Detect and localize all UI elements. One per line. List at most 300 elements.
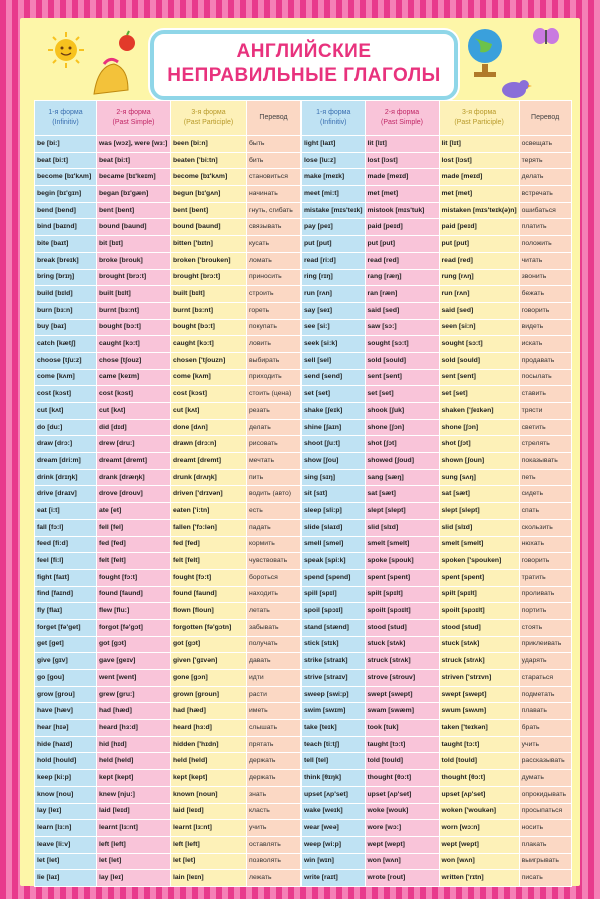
verb-past-participle: slept [slept]: [439, 503, 519, 520]
verb-translation: летать: [247, 603, 301, 620]
verb-infinitive: choose [tʃu:z]: [35, 352, 97, 369]
verb-translation: говорить: [519, 302, 571, 319]
table-row: [302, 720, 572, 737]
verb-translation: думать: [519, 770, 571, 787]
table-row: [302, 670, 572, 687]
bird-icon: [496, 76, 532, 102]
header-row: [302, 101, 572, 136]
table-row: [35, 586, 301, 603]
verb-translation: выбирать: [247, 352, 301, 369]
table-row: [302, 836, 572, 853]
table-row: [302, 636, 572, 653]
verb-translation: лежать: [247, 870, 301, 887]
verb-infinitive: strike [straɪk]: [302, 653, 366, 670]
verb-past-participle: shaken ['ʃeɪkən]: [439, 403, 519, 420]
verb-past-participle: seen [si:n]: [439, 319, 519, 336]
verb-past-simple: slept [slept]: [365, 503, 439, 520]
table-row: [35, 336, 301, 353]
verb-infinitive: shoot [ʃu:t]: [302, 436, 366, 453]
verb-past-simple: learnt [lɜ:nt]: [97, 820, 171, 837]
header-form3: 3-я форма (Past Participle): [439, 101, 519, 136]
verb-past-simple: gave [geɪv]: [97, 653, 171, 670]
table-row: [35, 486, 301, 503]
verb-past-participle: rung [rʌŋ]: [439, 269, 519, 286]
verb-translation: расти: [247, 686, 301, 703]
verb-past-simple: was [wɔz], were [wɜ:]: [97, 136, 171, 153]
verb-past-simple: put [put]: [365, 236, 439, 253]
verb-past-participle: fought [fɔ:t]: [171, 569, 247, 586]
verb-translation: учить: [247, 820, 301, 837]
verb-infinitive: think [θɪŋk]: [302, 770, 366, 787]
verb-translation: просыпаться: [519, 803, 571, 820]
header-form1: 1-я форма (Infinitiv): [35, 101, 97, 136]
table-row: [302, 736, 572, 753]
verb-infinitive: smell [smel]: [302, 536, 366, 553]
verb-translation: встречать: [519, 186, 571, 203]
table-row: [35, 553, 301, 570]
verb-translation: видеть: [519, 319, 571, 336]
verb-past-participle: made [meɪd]: [439, 169, 519, 186]
bell-icon: [84, 56, 134, 100]
verb-past-simple: lost [lɔst]: [365, 152, 439, 169]
verb-past-participle: kept [kept]: [171, 770, 247, 787]
table-row: [302, 319, 572, 336]
verb-past-participle: laid [leɪd]: [171, 803, 247, 820]
table-row: [302, 820, 572, 837]
verb-infinitive: let [let]: [35, 853, 97, 870]
verb-translation: плакать: [519, 836, 571, 853]
verb-translation: водить (авто): [247, 486, 301, 503]
verb-infinitive: learn [lɜ:n]: [35, 820, 97, 837]
verb-translation: искать: [519, 336, 571, 353]
verb-past-simple: came [keɪm]: [97, 369, 171, 386]
verb-past-simple: built [bɪlt]: [97, 286, 171, 303]
verb-translation: стоять: [519, 619, 571, 636]
verb-translation: связывать: [247, 219, 301, 236]
verb-infinitive: spend [spend]: [302, 569, 366, 586]
verb-infinitive: grow [grou]: [35, 686, 97, 703]
verb-past-simple: heard [hɜ:d]: [97, 720, 171, 737]
verb-infinitive: see [si:]: [302, 319, 366, 336]
verb-past-simple: won [wʌn]: [365, 853, 439, 870]
verb-translation: ломать: [247, 252, 301, 269]
table-row: [302, 453, 572, 470]
verb-translation: знать: [247, 786, 301, 803]
title-line-1: АНГЛИЙСКИЕ: [236, 41, 372, 62]
header-translation: Перевод: [247, 101, 301, 136]
table-row: [35, 703, 301, 720]
verb-past-simple: flew [flu:]: [97, 603, 171, 620]
verb-past-simple: cost [kɔst]: [97, 386, 171, 403]
verb-infinitive: take [teɪk]: [302, 720, 366, 737]
table-row: [35, 519, 301, 536]
verb-infinitive: fight [faɪt]: [35, 569, 97, 586]
verb-infinitive: drive [draɪv]: [35, 486, 97, 503]
verb-past-participle: swept [swept]: [439, 686, 519, 703]
verb-translation: положить: [519, 236, 571, 253]
verb-past-simple: sought [sɔ:t]: [365, 336, 439, 353]
verb-translation: посылать: [519, 369, 571, 386]
table-row: [302, 586, 572, 603]
verb-past-simple: became [bɪ'keɪm]: [97, 169, 171, 186]
verb-infinitive: go [gou]: [35, 670, 97, 687]
verb-translation: говорить: [519, 553, 571, 570]
table-row: [35, 853, 301, 870]
verb-past-participle: begun [bɪ'gʌn]: [171, 186, 247, 203]
verb-past-participle: spilt [spɪlt]: [439, 586, 519, 603]
verb-past-simple: ate [et]: [97, 503, 171, 520]
verb-past-participle: driven ['drɪvən]: [171, 486, 247, 503]
verb-past-participle: said [sed]: [439, 302, 519, 319]
verb-infinitive: come [kʌm]: [35, 369, 97, 386]
verb-translation: писать: [519, 870, 571, 887]
verb-past-participle: sent [sent]: [439, 369, 519, 386]
table-row: [35, 269, 301, 286]
verb-infinitive: lay [leɪ]: [35, 803, 97, 820]
table-row: [35, 369, 301, 386]
verb-past-participle: chosen ['tʃouzn]: [171, 352, 247, 369]
header-form2: 2-я форма (Past Simple): [97, 101, 171, 136]
verb-past-participle: held [held]: [171, 753, 247, 770]
verb-past-simple: drove [drouv]: [97, 486, 171, 503]
verb-translation: трясти: [519, 403, 571, 420]
table-row: [35, 252, 301, 269]
verb-translation: портить: [519, 603, 571, 620]
verb-translation: приносить: [247, 269, 301, 286]
verb-past-simple: shot [ʃɔt]: [365, 436, 439, 453]
verb-past-participle: given ['gɪvən]: [171, 653, 247, 670]
verb-translation: светить: [519, 419, 571, 436]
verb-translation: петь: [519, 469, 571, 486]
verb-past-simple: shook [ʃuk]: [365, 403, 439, 420]
table-row: [302, 770, 572, 787]
verb-past-simple: drew [dru:]: [97, 436, 171, 453]
verb-past-simple: paid [peɪd]: [365, 219, 439, 236]
verb-infinitive: spoil [spɔɪl]: [302, 603, 366, 620]
verb-past-simple: forgot [fə'gɔt]: [97, 619, 171, 636]
verb-translation: приходить: [247, 369, 301, 386]
verb-past-simple: read [red]: [365, 252, 439, 269]
verb-past-participle: gone [gɔn]: [171, 670, 247, 687]
verb-translation: показывать: [519, 453, 571, 470]
verb-past-participle: eaten ['i:tn]: [171, 503, 247, 520]
verb-past-participle: become [bɪ'kʌm]: [171, 169, 247, 186]
verb-translation: строить: [247, 286, 301, 303]
verb-translation: освещать: [519, 136, 571, 153]
verb-past-simple: kept [kept]: [97, 770, 171, 787]
verb-past-simple: beat [bi:t]: [97, 152, 171, 169]
verb-past-participle: shone [ʃɔn]: [439, 419, 519, 436]
table-row: [35, 670, 301, 687]
verb-infinitive: speak [spi:k]: [302, 553, 366, 570]
title-line-2: НЕПРАВИЛЬНЫЕ ГЛАГОЛЫ: [167, 65, 441, 86]
table-row: [302, 503, 572, 520]
verb-translation: чувствовать: [247, 553, 301, 570]
verb-past-simple: ran [ræn]: [365, 286, 439, 303]
table-row: [35, 419, 301, 436]
verb-translation: носить: [519, 820, 571, 837]
verb-translation: делать: [519, 169, 571, 186]
verb-past-simple: sent [sent]: [365, 369, 439, 386]
table-row: [302, 703, 572, 720]
verb-translation: продавать: [519, 352, 571, 369]
verb-past-simple: let [let]: [97, 853, 171, 870]
verb-infinitive: cut [kʌt]: [35, 403, 97, 420]
table-row: [35, 753, 301, 770]
table-row: [35, 352, 301, 369]
verb-past-simple: bit [bɪt]: [97, 236, 171, 253]
verb-past-participle: shown [ʃoun]: [439, 453, 519, 470]
verb-translation: иметь: [247, 703, 301, 720]
verb-translation: нюхать: [519, 536, 571, 553]
verb-past-simple: swam [swæm]: [365, 703, 439, 720]
verb-infinitive: stick [stɪk]: [302, 636, 366, 653]
verb-past-simple: spoilt [spɔɪlt]: [365, 603, 439, 620]
verb-past-simple: slid [slɪd]: [365, 519, 439, 536]
table-row: [35, 403, 301, 420]
table-row: [35, 619, 301, 636]
verb-translation: рассказывать: [519, 753, 571, 770]
verb-infinitive: seek [si:k]: [302, 336, 366, 353]
verb-past-participle: broken ['brouken]: [171, 252, 247, 269]
verb-infinitive: upset [ʌp'set]: [302, 786, 366, 803]
verb-translation: приклеивать: [519, 636, 571, 653]
verb-past-participle: fallen ['fɔ:lən]: [171, 519, 247, 536]
verb-translation: стараться: [519, 670, 571, 687]
verb-past-participle: lost [lɔst]: [439, 152, 519, 169]
verb-translation: идти: [247, 670, 301, 687]
verb-translation: стоить (цена): [247, 386, 301, 403]
verb-translation: прятать: [247, 736, 301, 753]
table-row: [35, 536, 301, 553]
table-row: [302, 169, 572, 186]
verb-past-simple: bound [baund]: [97, 219, 171, 236]
verb-past-simple: taught [tɔ:t]: [365, 736, 439, 753]
verb-past-participle: striven ['strɪvn]: [439, 670, 519, 687]
verb-infinitive: spill [spɪl]: [302, 586, 366, 603]
table-row: [35, 136, 301, 153]
verb-infinitive: slide [slaɪd]: [302, 519, 366, 536]
verb-past-participle: won [wʌn]: [439, 853, 519, 870]
verb-past-simple: saw [sɔ:]: [365, 319, 439, 336]
verb-translation: рисовать: [247, 436, 301, 453]
verb-translation: класть: [247, 803, 301, 820]
verb-past-participle: drunk [drʌŋk]: [171, 469, 247, 486]
verb-translation: держать: [247, 770, 301, 787]
verb-translation: быть: [247, 136, 301, 153]
verb-infinitive: become [bɪ'kʌm]: [35, 169, 97, 186]
table-row: [35, 736, 301, 753]
verb-infinitive: teach [ti:tʃ]: [302, 736, 366, 753]
verb-past-participle: built [bɪlt]: [171, 286, 247, 303]
verb-past-participle: thought [θɔ:t]: [439, 770, 519, 787]
table-row: [302, 236, 572, 253]
verb-past-simple: thought [θɔ:t]: [365, 770, 439, 787]
verb-past-simple: drank [dræŋk]: [97, 469, 171, 486]
verb-infinitive: keep [ki:p]: [35, 770, 97, 787]
verb-past-simple: took [tuk]: [365, 720, 439, 737]
verb-infinitive: begin [bɪ'gɪn]: [35, 186, 97, 203]
verb-past-simple: felt [felt]: [97, 553, 171, 570]
verb-infinitive: draw [drɔ:]: [35, 436, 97, 453]
verb-translation: кусать: [247, 236, 301, 253]
verb-past-simple: set [set]: [365, 386, 439, 403]
header-row: [35, 101, 301, 136]
verb-past-simple: found [faund]: [97, 586, 171, 603]
verb-past-simple: shone [ʃɔn]: [365, 419, 439, 436]
table-row: [302, 536, 572, 553]
table-row: [302, 469, 572, 486]
verb-past-simple: lay [leɪ]: [97, 870, 171, 887]
verb-infinitive: be [bi:]: [35, 136, 97, 153]
table-row: [35, 286, 301, 303]
verb-translation: тратить: [519, 569, 571, 586]
verb-past-participle: spoilt [spɔɪlt]: [439, 603, 519, 620]
verb-past-simple: did [dɪd]: [97, 419, 171, 436]
verb-past-simple: held [held]: [97, 753, 171, 770]
verb-translation: ловить: [247, 336, 301, 353]
verb-infinitive: feel [fi:l]: [35, 553, 97, 570]
verb-translation: подметать: [519, 686, 571, 703]
verb-past-participle: caught [kɔ:t]: [171, 336, 247, 353]
verb-translation: учить: [519, 736, 571, 753]
verb-infinitive: sing [sɪŋ]: [302, 469, 366, 486]
table-row: [35, 636, 301, 653]
verb-infinitive: ring [rɪŋ]: [302, 269, 366, 286]
verb-past-simple: chose [tʃouz]: [97, 352, 171, 369]
verb-translation: давать: [247, 653, 301, 670]
table-row: [35, 152, 301, 169]
verb-translation: гореть: [247, 302, 301, 319]
verb-translation: слышать: [247, 720, 301, 737]
verb-infinitive: bite [baɪt]: [35, 236, 97, 253]
verb-translation: опрокидывать: [519, 786, 571, 803]
verb-translation: звонить: [519, 269, 571, 286]
apple-icon: [116, 30, 138, 52]
verb-past-participle: left [left]: [171, 836, 247, 853]
table-row: [302, 352, 572, 369]
verb-translation: читать: [519, 252, 571, 269]
verb-past-simple: wept [wept]: [365, 836, 439, 853]
table-row: [35, 686, 301, 703]
table-row: [35, 469, 301, 486]
verb-translation: скользить: [519, 519, 571, 536]
verb-infinitive: light [laɪt]: [302, 136, 366, 153]
verb-past-simple: hid [hɪd]: [97, 736, 171, 753]
verb-past-participle: hidden ['hɪdn]: [171, 736, 247, 753]
table-row: [35, 603, 301, 620]
verb-infinitive: wake [weɪk]: [302, 803, 366, 820]
verb-past-simple: lit [lɪt]: [365, 136, 439, 153]
verb-past-participle: met [met]: [439, 186, 519, 203]
table-row: [302, 202, 572, 219]
verb-past-simple: wore [wɔ:]: [365, 820, 439, 837]
verb-translation: терять: [519, 152, 571, 169]
verb-infinitive: wear [weə]: [302, 820, 366, 837]
verb-past-simple: got [gɔt]: [97, 636, 171, 653]
verb-infinitive: get [get]: [35, 636, 97, 653]
verb-translation: резать: [247, 403, 301, 420]
verb-infinitive: drink [drɪŋk]: [35, 469, 97, 486]
verb-infinitive: say [seɪ]: [302, 302, 366, 319]
table-row: [35, 803, 301, 820]
verb-infinitive: sweep [swi:p]: [302, 686, 366, 703]
verb-past-simple: met [met]: [365, 186, 439, 203]
verb-past-participle: learnt [lɜ:nt]: [171, 820, 247, 837]
table-row: [302, 269, 572, 286]
verb-past-simple: went [went]: [97, 670, 171, 687]
title-box: [150, 30, 458, 100]
verb-past-participle: shot [ʃɔt]: [439, 436, 519, 453]
verb-infinitive: read [ri:d]: [302, 252, 366, 269]
table-row: [302, 569, 572, 586]
butterfly-icon: [532, 26, 560, 48]
verb-past-participle: bought [bɔ:t]: [171, 319, 247, 336]
table-row: [302, 486, 572, 503]
verb-past-simple: strove [strouv]: [365, 670, 439, 687]
verb-past-participle: had [hæd]: [171, 703, 247, 720]
verb-infinitive: burn [bɜ:n]: [35, 302, 97, 319]
table-row: [35, 820, 301, 837]
table-row: [35, 569, 301, 586]
verb-past-participle: taken ['teɪkən]: [439, 720, 519, 737]
verb-past-participle: lit [lɪt]: [439, 136, 519, 153]
table-row: [302, 603, 572, 620]
verb-past-participle: beaten ['bi:tn]: [171, 152, 247, 169]
verb-past-simple: told [tould]: [365, 753, 439, 770]
table-row: [302, 152, 572, 169]
verb-past-simple: upset [ʌp'set]: [365, 786, 439, 803]
table-row: [35, 770, 301, 787]
verb-infinitive: hear [hɪə]: [35, 720, 97, 737]
verb-past-participle: bound [baund]: [171, 219, 247, 236]
table-row: [302, 403, 572, 420]
verb-past-participle: struck [strʌk]: [439, 653, 519, 670]
verb-past-simple: spent [spent]: [365, 569, 439, 586]
verb-infinitive: cost [kɔst]: [35, 386, 97, 403]
verb-past-participle: wept [wept]: [439, 836, 519, 853]
verb-translation: кормить: [247, 536, 301, 553]
verb-past-simple: fell [fel]: [97, 519, 171, 536]
verb-infinitive: fly [flaɪ]: [35, 603, 97, 620]
verb-past-participle: sung [sʌŋ]: [439, 469, 519, 486]
verb-infinitive: beat [bi:t]: [35, 152, 97, 169]
verb-past-simple: spilt [spɪlt]: [365, 586, 439, 603]
verb-translation: плавать: [519, 703, 571, 720]
verb-infinitive: catch [kætʃ]: [35, 336, 97, 353]
verb-past-participle: found [faund]: [171, 586, 247, 603]
table-row: [35, 319, 301, 336]
verb-infinitive: shine [ʃaɪn]: [302, 419, 366, 436]
verb-past-participle: come [kʌm]: [171, 369, 247, 386]
verb-infinitive: have [hæv]: [35, 703, 97, 720]
verb-past-participle: stood [stud]: [439, 619, 519, 636]
table-row: [302, 219, 572, 236]
verb-past-simple: dreamt [dremt]: [97, 453, 171, 470]
verb-past-participle: set [set]: [439, 386, 519, 403]
verb-past-participle: done [dʌn]: [171, 419, 247, 436]
verb-translation: проливать: [519, 586, 571, 603]
verb-past-simple: struck [strʌk]: [365, 653, 439, 670]
table-row: [35, 302, 301, 319]
verb-past-simple: burnt [bɜ:nt]: [97, 302, 171, 319]
verb-translation: получать: [247, 636, 301, 653]
verb-past-simple: sold [sould]: [365, 352, 439, 369]
table-row: [302, 419, 572, 436]
globe-icon: [462, 24, 508, 80]
verb-infinitive: swim [swɪm]: [302, 703, 366, 720]
verb-translation: находить: [247, 586, 301, 603]
